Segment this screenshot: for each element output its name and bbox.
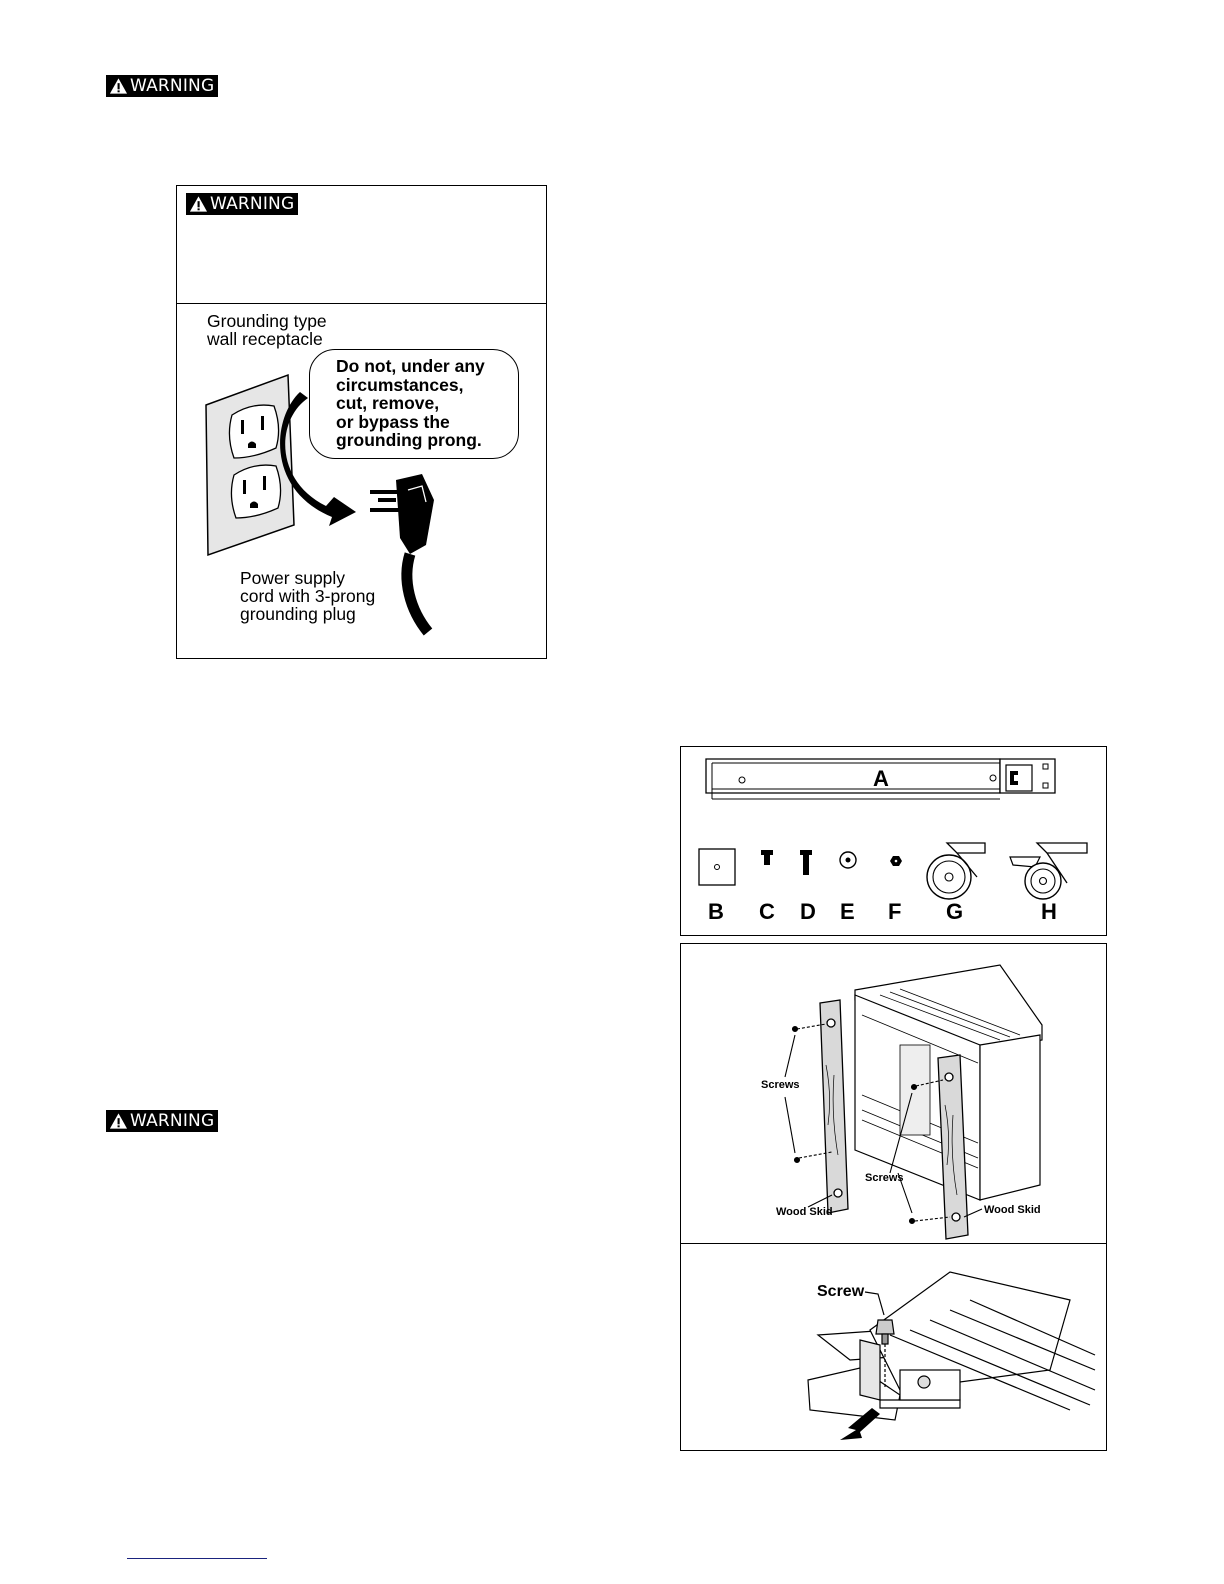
screws-label-left: Screws <box>761 1079 800 1091</box>
wood-skid-illustration <box>750 955 1050 1240</box>
warning-triangle-icon <box>109 1112 128 1130</box>
part-letter-f: F <box>888 899 902 924</box>
part-e-washer <box>840 852 856 868</box>
wood-skid-left <box>820 1000 848 1213</box>
cord-label: Power supply cord with 3-prong grounding plug <box>240 568 376 624</box>
warning-badge-label: WARNING <box>210 194 295 214</box>
part-b-plate <box>699 849 735 885</box>
part-letter-b: B <box>708 899 724 924</box>
part-c-bolt <box>761 850 773 865</box>
outlet-lower <box>231 465 280 518</box>
outlet-upper <box>229 405 278 458</box>
warning-badge-lower <box>106 1110 218 1132</box>
part-g-caster <box>927 843 985 899</box>
warning-triangle-icon <box>189 195 208 213</box>
part-f-nut <box>890 856 902 866</box>
part-letter-c: C <box>759 899 775 924</box>
part-letter-d: D <box>800 899 816 924</box>
receptacle-label: Grounding type wall receptacle <box>207 311 327 349</box>
part-d-bolt <box>800 850 812 875</box>
wood-skid-label-right: Wood Skid <box>984 1204 1041 1216</box>
screws-label-right: Screws <box>865 1172 904 1184</box>
part-letter-g: G <box>946 899 964 924</box>
wood-skid-label-left: Wood Skid <box>776 1206 833 1218</box>
warning-badge-label: WARNING <box>130 1111 215 1131</box>
part-letter-h: H <box>1041 899 1057 924</box>
grounding-plug <box>370 474 434 632</box>
warning-badge-top <box>106 75 218 97</box>
part-letter-e: E <box>840 899 855 924</box>
hardware-parts-illustration <box>695 835 1095 905</box>
grounding-prong-warning-text: Do not, under any circumstances, cut, remove, or bypass the grounding prong. <box>336 356 485 450</box>
box-divider <box>177 303 546 304</box>
screw-label: Screw <box>817 1283 865 1300</box>
warning-badge-label: WARNING <box>130 76 215 96</box>
warning-triangle-icon <box>109 77 128 95</box>
footer-rule <box>127 1558 267 1559</box>
warning-badge-box <box>186 193 298 215</box>
part-h-locking-caster <box>1010 843 1087 899</box>
rail-letter: A <box>873 766 889 791</box>
wall-plate <box>206 375 294 555</box>
